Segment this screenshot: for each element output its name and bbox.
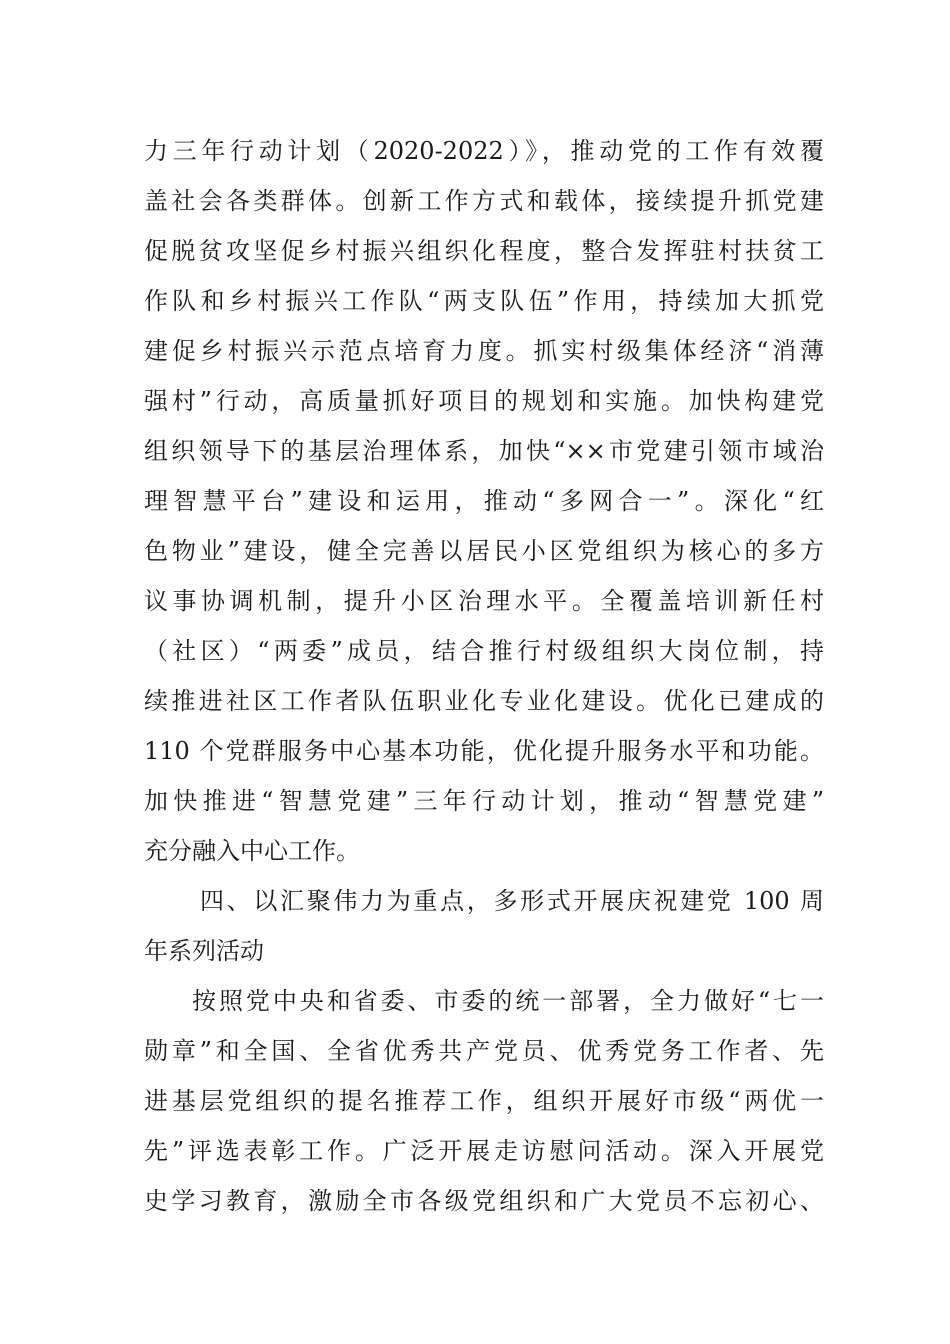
text-line: 组织领导下的基层治理体系，加快“××市党建引领市域治 xyxy=(144,437,824,465)
text-line: 按照党中央和省委、市委的统一部署，全力做好“七一 xyxy=(192,987,824,1015)
text-line: 盖社会各类群体。创新工作方式和载体，接续提升抓党建 xyxy=(144,187,824,215)
section-heading-continued: 年系列活动 xyxy=(144,937,264,965)
text-line: 充分融入中心工作。 xyxy=(144,837,360,865)
section-heading: 四、以汇聚伟力为重点，多形式开展庆祝建党 100 周 xyxy=(200,887,824,915)
text-line: 促脱贫攻坚促乡村振兴组织化程度，整合发挥驻村扶贫工 xyxy=(144,237,824,265)
text-line: 作队和乡村振兴工作队“两支队伍”作用，持续加大抓党 xyxy=(144,287,824,315)
text-line: 力三年行动计划（2020-2022）》，推动党的工作有效覆 xyxy=(144,137,824,165)
text-line: 勋章”和全国、全省优秀共产党员、优秀党务工作者、先 xyxy=(144,1037,824,1065)
text-line: 先”评选表彰工作。广泛开展走访慰问活动。深入开展党 xyxy=(144,1137,824,1165)
text-line: 建促乡村振兴示范点培育力度。抓实村级集体经济“消薄 xyxy=(144,337,824,365)
text-line: 理智慧平台”建设和运用，推动“多网合一”。深化“红 xyxy=(144,487,824,515)
text-line: 议事协调机制，提升小区治理水平。全覆盖培训新任村 xyxy=(144,587,824,615)
text-line: 强村”行动，高质量抓好项目的规划和实施。加快构建党 xyxy=(144,387,824,415)
text-line: 进基层党组织的提名推荐工作，组织开展好市级“两优一 xyxy=(144,1087,824,1115)
text-line: 史学习教育，激励全市各级党组织和广大党员不忘初心、 xyxy=(144,1187,824,1215)
text-line: 续推进社区工作者队伍职业化专业化建设。优化已建成的 xyxy=(144,687,824,715)
text-line: 色物业”建设，健全完善以居民小区党组织为核心的多方 xyxy=(144,537,824,565)
text-line: （社区）“两委”成员，结合推行村级组织大岗位制，持 xyxy=(144,637,824,665)
text-line: 加快推进“智慧党建”三年行动计划，推动“智慧党建” xyxy=(144,787,824,815)
text-line: 110 个党群服务中心基本功能，优化提升服务水平和功能。 xyxy=(144,737,824,765)
